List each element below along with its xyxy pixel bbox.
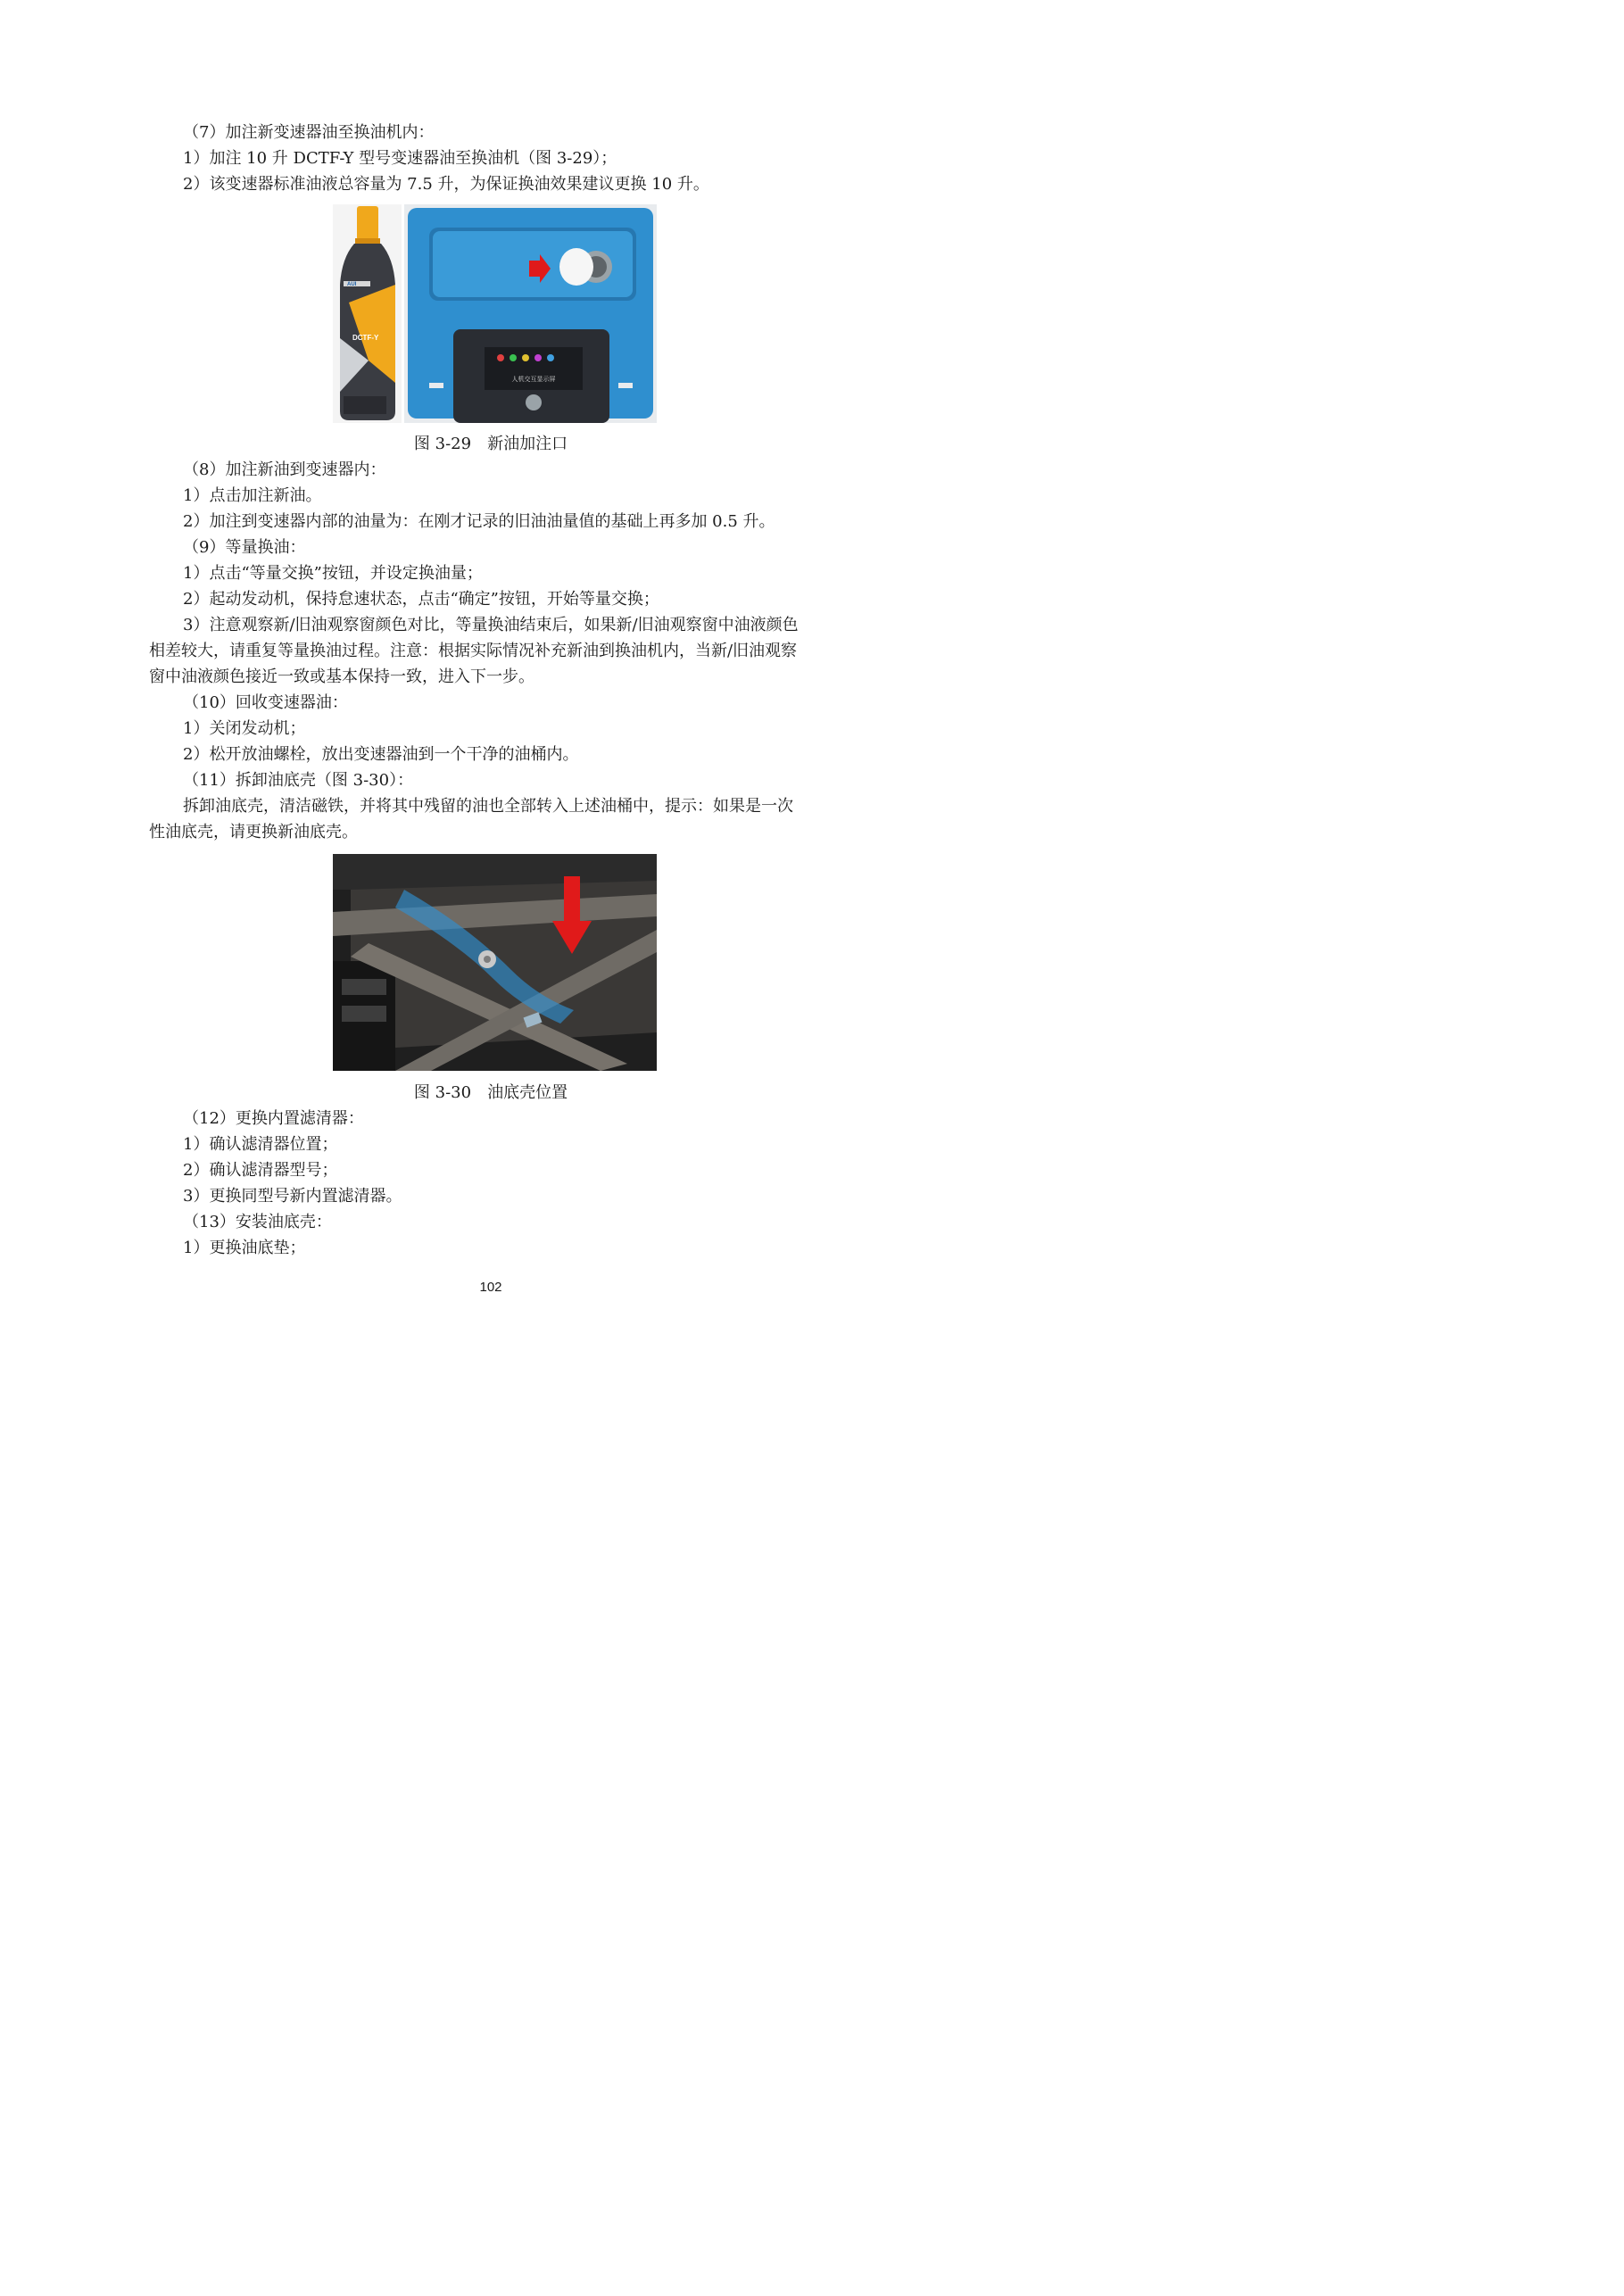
step-10-1: 1）关闭发动机；	[183, 719, 306, 738]
bottle-brand-text: AUI	[347, 282, 357, 287]
step-13-1: 1）更换油底垫；	[183, 1239, 306, 1257]
oil-bottle-photo	[333, 204, 402, 423]
step-12-1: 1）确认滤清器位置；	[183, 1135, 338, 1154]
section-11-body: 拆卸油底壳，清洁磁铁，并将其中残留的油也全部转入上述油桶中，提示：如果是一次	[183, 797, 793, 816]
section-8-heading: （8）加注新油到变速器内：	[183, 460, 386, 479]
oil-pan-photo	[333, 854, 657, 1071]
step-7-1: 1）加注 10 升 DCTF-Y 型号变速器油至换油机（图 3-29）；	[183, 149, 617, 168]
step-8-1: 1）点击加注新油。	[183, 486, 322, 505]
oil-change-machine-photo	[404, 204, 657, 423]
step-9-2: 2）起动发动机，保持怠速状态，点击“确定”按钮，开始等量交换；	[183, 590, 659, 609]
figure-3-29-caption: 图 3-29 新油加注口	[413, 435, 568, 453]
section-9-heading: （9）等量换油：	[183, 538, 306, 557]
section-7-heading: （7）加注新变速器油至换油机内：	[183, 123, 435, 142]
step-12-2: 2）确认滤清器型号；	[183, 1161, 338, 1180]
section-13-heading: （13）安装油底壳：	[183, 1213, 332, 1231]
figure-3-30-caption: 图 3-30 油底壳位置	[413, 1083, 568, 1102]
step-9-3-cont-2: 窗中油液颜色接近一致或基本保持一致，进入下一步。	[149, 667, 534, 686]
step-7-2: 2）该变速器标准油液总容量为 7.5 升，为保证换油效果建议更换 10 升。	[183, 175, 709, 194]
step-9-3-cont-1: 相差较大，请重复等量换油过程。注意：根据实际情况补充新油到换油机内，当新/旧油观察	[149, 642, 798, 660]
section-12-heading: （12）更换内置滤清器：	[183, 1109, 364, 1128]
bottle-label-text: DCTF-Y	[352, 334, 379, 342]
section-10-heading: （10）回收变速器油：	[183, 693, 348, 712]
step-8-2: 2）加注到变速器内部的油量为：在刚才记录的旧油油量值的基础上再多加 0.5 升。	[183, 512, 775, 531]
step-12-3: 3）更换同型号新内置滤清器。	[183, 1187, 402, 1206]
page-number: 102	[479, 1280, 502, 1295]
machine-panel-label: 人机交互显示屏	[511, 376, 556, 383]
down-arrow-shaft	[564, 876, 580, 921]
section-11-heading: （11）拆卸油底壳（图 3-30）：	[183, 771, 414, 790]
section-11-body-cont: 性油底壳，请更换新油底壳。	[149, 823, 358, 841]
step-9-3: 3）注意观察新/旧油观察窗颜色对比，等量换油结束后，如果新/旧油观察窗中油液颜色	[183, 616, 799, 634]
step-9-1: 1）点击“等量交换”按钮，并设定换油量；	[183, 564, 483, 583]
step-10-2: 2）松开放油螺栓，放出变速器油到一个干净的油桶内。	[183, 745, 579, 764]
